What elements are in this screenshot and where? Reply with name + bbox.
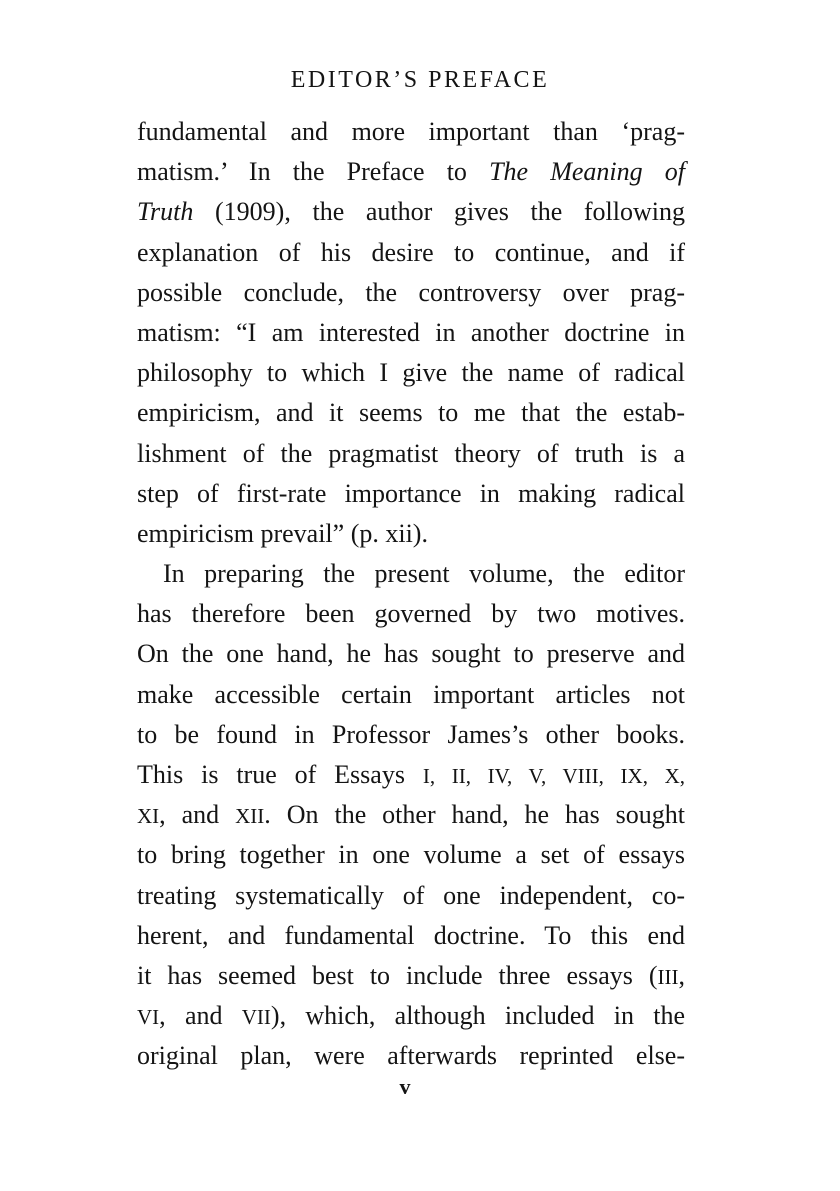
text-line	[137, 996, 685, 1036]
text-line	[137, 795, 685, 835]
text-line: philosophy to which I give the name of radical	[137, 358, 685, 388]
text-segment: it has seemed best to include three essays (	[137, 960, 658, 990]
essay-numerals: XII	[235, 804, 265, 829]
essay-numerals: VII	[241, 1005, 271, 1030]
essay-numerals: VI	[137, 1005, 160, 1030]
essay-numerals: III	[657, 964, 679, 989]
text-line: empiricism prevail” (p. xii).	[137, 518, 428, 548]
paragraph	[137, 112, 685, 554]
text-line: On the one hand, he has sought to preserve and	[137, 639, 685, 669]
text-segment: . On the other hand, he has sought	[264, 800, 685, 830]
text-line: to bring together in one volume a set of essays	[137, 840, 685, 870]
running-title: EDITOR’S PREFACE	[290, 67, 550, 93]
book-title-italic: Truth	[137, 197, 194, 227]
text-line: possible conclude, the controversy over prag-	[137, 277, 685, 307]
text-line: make accessible certain important articles not	[137, 679, 685, 709]
text-segment: , and	[159, 800, 236, 830]
text-line: step of first-rate importance in making radical	[137, 478, 685, 508]
essay-numerals: XI	[137, 804, 160, 829]
paragraph	[137, 554, 685, 1076]
text-line: has therefore been governed by two motives.	[137, 599, 685, 629]
text-line: fundamental and more important than ‘prag-	[137, 117, 685, 146]
body-text	[137, 112, 685, 1077]
page-number: v	[399, 1074, 411, 1099]
text-segment: matism.’ In the Preface to	[137, 157, 490, 187]
text-line	[137, 192, 685, 232]
text-segment: ), which, although included in the	[270, 1001, 685, 1031]
text-line: empiricism, and it seems to me that the estab-	[137, 398, 685, 428]
text-line: treating systematically of one independent, co-	[137, 880, 685, 910]
text-line	[137, 152, 685, 192]
text-segment: , and	[159, 1001, 242, 1031]
text-line: herent, and fundamental doctrine. To this end	[137, 920, 685, 950]
text-segment: (1909), the author gives the following	[193, 197, 685, 227]
text-line	[137, 755, 685, 795]
text-line: In preparing the present volume, the editor	[163, 559, 685, 589]
text-line: original plan, were afterwards reprinted else-	[137, 1041, 685, 1071]
text-line: explanation of his desire to continue, and if	[137, 237, 685, 267]
text-line: lishment of the pragmatist theory of truth is a	[137, 438, 685, 468]
text-line: matism: “I am interested in another doctrine in	[137, 317, 685, 347]
book-title-italic: The Meaning of	[489, 157, 685, 187]
text-line	[137, 956, 685, 996]
text-line: to be found in Professor James’s other books.	[137, 719, 685, 749]
essay-numerals: I, II, IV, V, VIII, IX, X,	[422, 764, 685, 788]
text-segment: ,	[678, 960, 685, 990]
text-segment: This is true of Essays	[137, 760, 423, 789]
